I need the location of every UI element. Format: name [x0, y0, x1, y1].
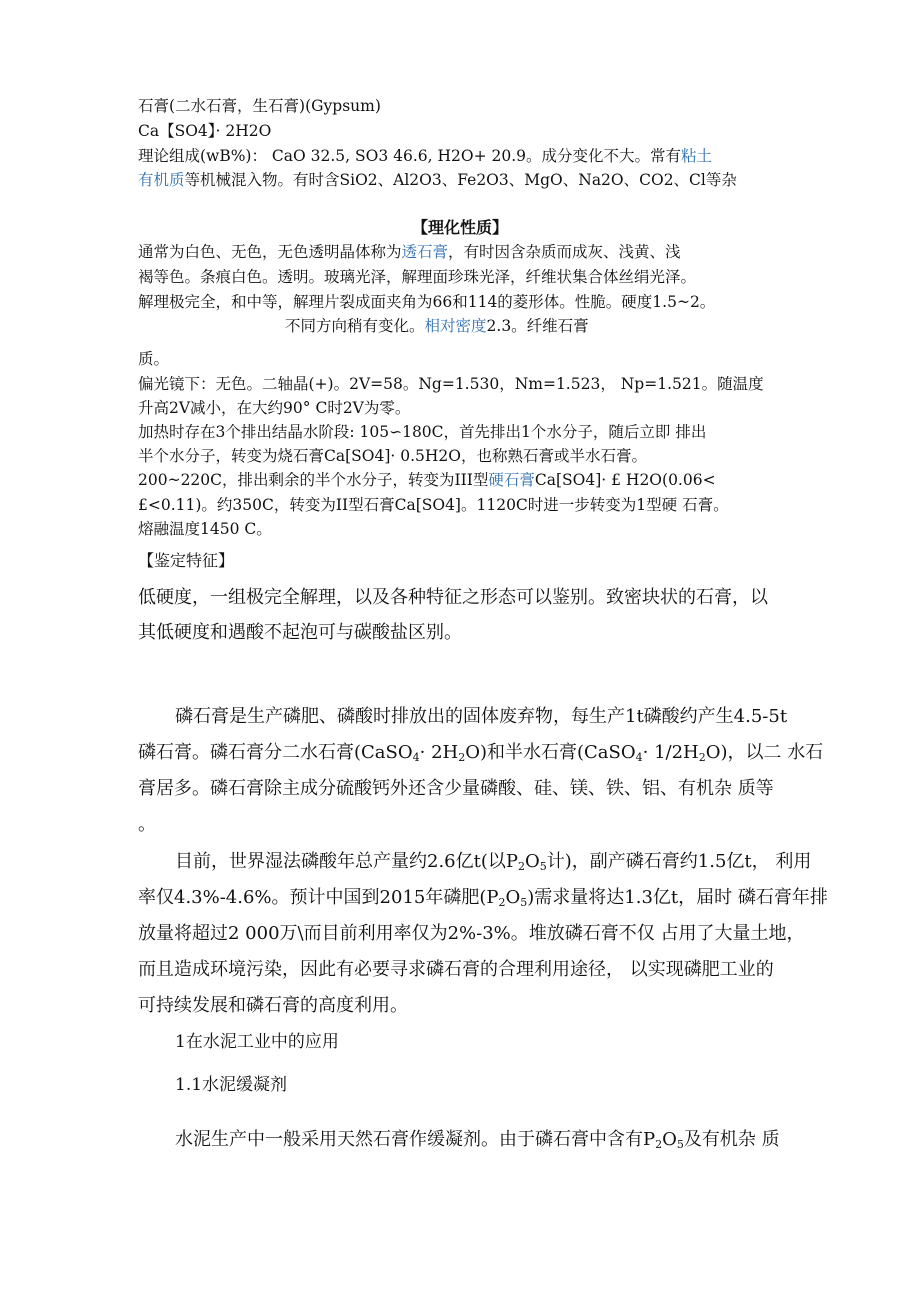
- para2-line-3: 放量将超过2 000万\而目前利用率仅为2%-3%。堆放磷石膏不仅 占用了大量土地，: [138, 923, 805, 944]
- text: 水泥生产中一般采用天然石膏作缓凝剂。由于磷石膏中含有P: [175, 1129, 656, 1150]
- properties-text: Ca[SO4]· £ H2O(0.06<: [534, 471, 716, 489]
- link-organic-matter[interactable]: 有机质: [138, 171, 185, 189]
- subscript: 2: [458, 751, 466, 764]
- properties-text: 不同方向稍有变化。: [285, 317, 425, 335]
- composition-line-1: [138, 146, 712, 166]
- properties-text: 200~220C，排出剩余的半个水分子，转变为III型: [138, 471, 489, 489]
- subscript: 2: [498, 896, 506, 909]
- link-relative-density[interactable]: 相对密度: [424, 317, 487, 335]
- text: O: [525, 851, 540, 872]
- text: 率仅4.3%-4.6%。预计中国到2015年磷肥(P: [138, 887, 499, 908]
- properties-line-3: 解理极完全，和中等，解理片裂成面夹角为66和114的菱形体。性脆。硬度1.5~2。: [138, 293, 716, 311]
- para2-line-2: [138, 886, 828, 910]
- para1-line-4: 。: [138, 814, 156, 835]
- properties-line-8: 加热时存在3个排出结晶水阶段: 105∽180C，首先排出1个水分子，随后立即 排出: [138, 423, 707, 441]
- properties-line-1: [138, 242, 681, 262]
- composition-text: 理论组成(wB%)： CaO 32.5, SO3 46.6, H2O+ 20.9。成分变化不大。常有: [138, 147, 682, 165]
- subscript: 2: [655, 1138, 663, 1151]
- text: · 2H: [419, 742, 459, 763]
- properties-line-12: 熔融温度1450 C。: [138, 520, 272, 538]
- properties-text: ，有时因含杂质而成灰、浅黄、浅: [448, 243, 681, 261]
- section-heading-cement: 1在水泥工业中的应用: [175, 1032, 339, 1052]
- properties-line-2: 褐等色。条痕白色。透明。玻璃光泽，解理面珍珠光泽，纤维状集合体丝绢光泽。: [138, 268, 697, 286]
- para2-line-1: [175, 850, 811, 874]
- properties-line-4: [285, 316, 589, 336]
- link-selenite[interactable]: 透石膏: [401, 243, 449, 261]
- properties-line-6: 偏光镜下：无色。二轴晶(+)。2V=58。Ng=1.530，Nm=1.523， Np=1.521。随温度: [138, 375, 764, 393]
- properties-line-9: 半个水分子，转变为烧石膏Ca[SO4]· 0.5H2O，也称熟石膏或半水石膏。: [138, 447, 647, 465]
- text: 磷石膏。磷石膏分二水石膏(CaSO: [138, 742, 413, 763]
- subscript: 4: [412, 751, 420, 764]
- mineral-title: 石膏(二水石膏，生石膏)(Gypsum): [138, 97, 381, 115]
- identification-line-1: 低硬度，一组极完全解理，以及各种特征之形态可以鉴别。致密块状的石膏，以: [138, 587, 768, 608]
- properties-line-5: 质。: [138, 350, 170, 368]
- subscript: 4: [635, 751, 643, 764]
- subscript: 5: [520, 896, 528, 909]
- heading-identification: 【鉴定特征】: [138, 551, 235, 570]
- composition-text-2: 等机械混入物。有时含SiO2、Al2O3、Fe2O3、MgO、Na2O、CO2、Cl等杂: [184, 171, 737, 189]
- para1-line-3: 膏居多。磷石膏除主成分硫酸钙外还含少量磷酸、硅、镁、铁、铝、有机杂 质等: [138, 778, 774, 799]
- link-anhydrite[interactable]: 硬石膏: [488, 471, 535, 489]
- para1-line-2: [138, 741, 823, 765]
- para2-line-5: 可持续发展和磷石膏的高度利用。: [138, 995, 408, 1016]
- link-clay[interactable]: 粘土: [681, 147, 713, 165]
- subscript: 5: [676, 1138, 684, 1151]
- text: 及有机杂 质: [683, 1129, 780, 1150]
- para3-line-1: [175, 1128, 780, 1152]
- subsection-heading-retarder: 1.1水泥缓凝剂: [175, 1075, 288, 1095]
- text: )需求量将达1.3亿t，届时 磷石膏年排: [527, 887, 828, 908]
- text: · 1/2H: [642, 742, 699, 763]
- heading-properties: 【理化性质】: [412, 218, 509, 237]
- properties-line-10: [138, 470, 716, 490]
- subscript: 2: [518, 860, 525, 873]
- subscript: 2: [698, 751, 706, 764]
- para2-line-4: 而且造成环境污染，因此有必要寻求磷石膏的合理利用途径， 以实现磷肥工业的: [138, 959, 774, 980]
- text: 计)，副产磷石膏约1.5亿t， 利用: [546, 851, 812, 872]
- properties-line-11: £<0.11)。约350C，转变为II型石膏Ca[SO4]。1120C时进一步转变为1型硬 石膏。: [138, 496, 729, 514]
- chemical-formula: Ca【SO4】· 2H2O: [138, 122, 272, 140]
- text: 目前，世界湿法磷酸年总产量约2.6亿t(以P: [175, 851, 518, 872]
- properties-text: 2.3。纤维石膏: [486, 317, 589, 335]
- subscript: 5: [539, 860, 547, 873]
- text: O)和半水石膏(CaSO: [465, 742, 636, 763]
- para1-line-1: 磷石膏是生产磷肥、磷酸时排放出的固体废弃物，每生产1t磷酸约产生4.5-5t: [175, 706, 788, 727]
- properties-text: 通常为白色、无色，无色透明晶体称为: [138, 243, 402, 261]
- text: O: [662, 1129, 677, 1150]
- text: O)，以二 水石: [705, 742, 824, 763]
- composition-line-2: [138, 170, 737, 190]
- properties-line-7: 升高2V减小，在大约90° C时2V为零。: [138, 399, 411, 417]
- text: O: [505, 887, 521, 908]
- identification-line-2: 其低硬度和遇酸不起泡可与碳酸盐区别。: [138, 622, 462, 643]
